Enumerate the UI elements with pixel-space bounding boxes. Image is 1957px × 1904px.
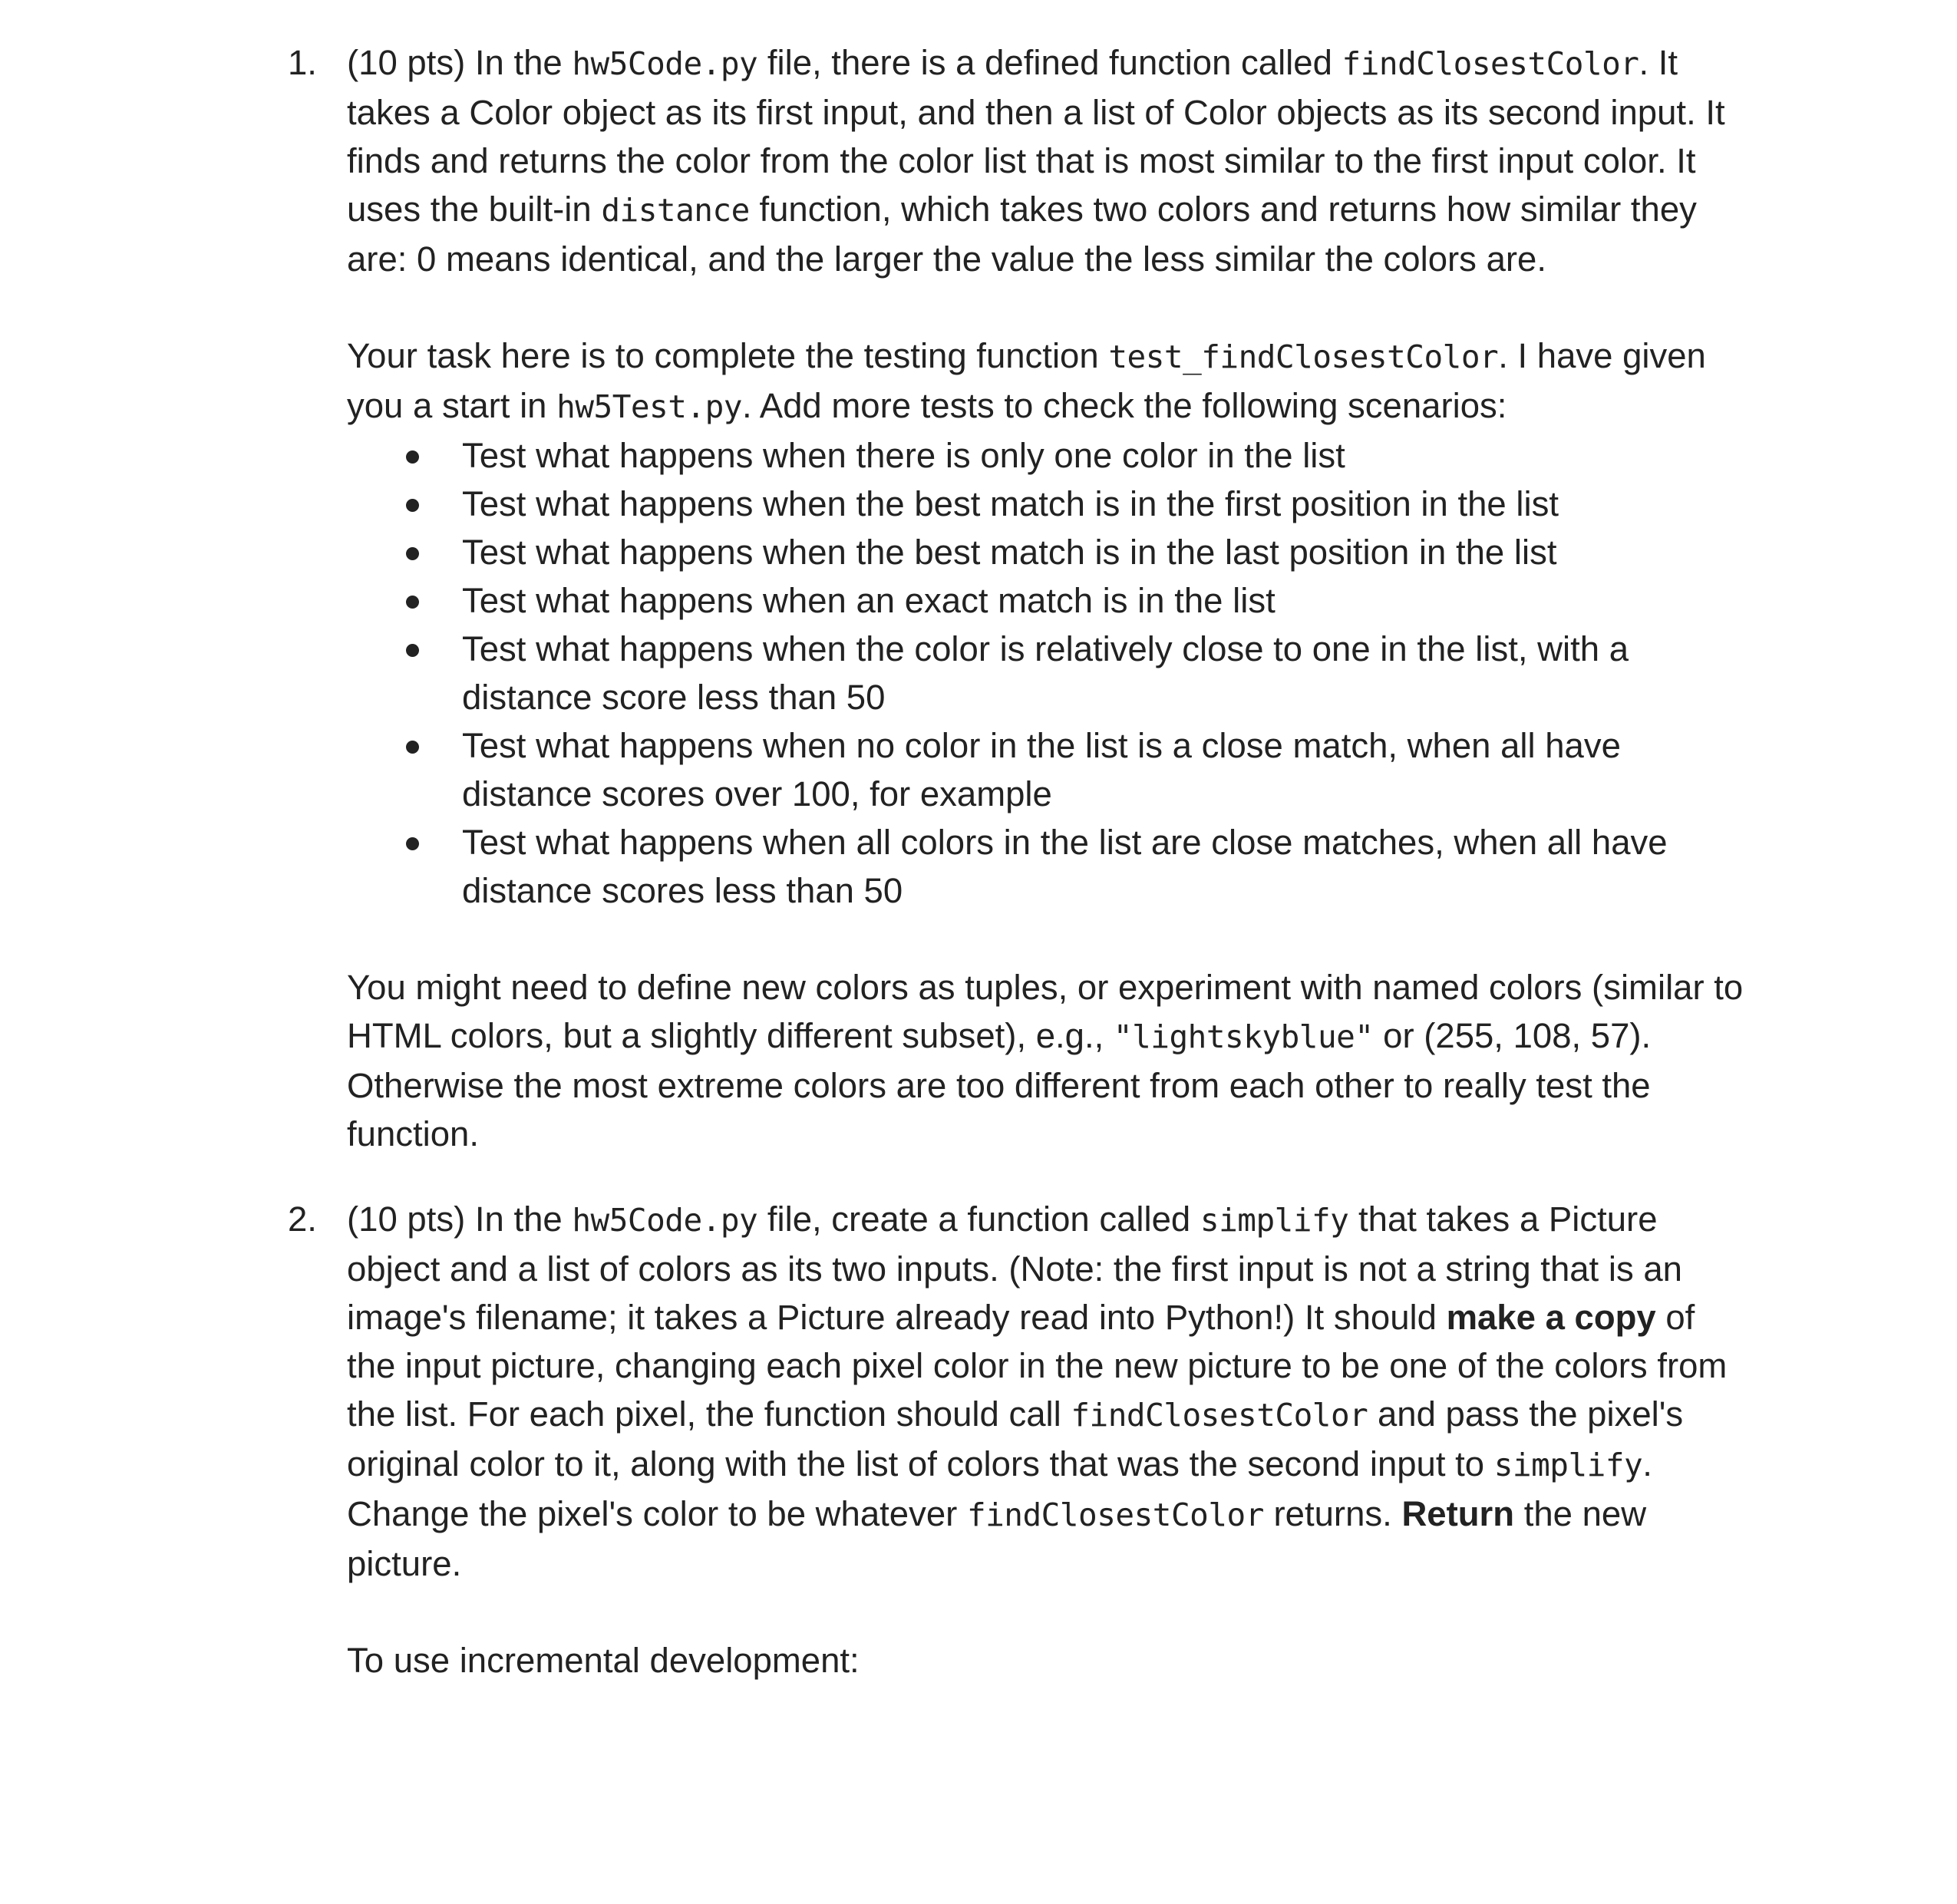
function-name-code: distance (601, 192, 750, 229)
question-1-number: 1. (288, 43, 317, 82)
question-1-intro (347, 38, 1744, 283)
list-item (347, 480, 1744, 528)
question-2-intro (347, 1195, 1744, 1588)
filename-code: hw5Code.py (572, 45, 758, 82)
bullet-icon (406, 837, 419, 850)
text: . Change the pixel's color to be whatever (347, 1444, 1652, 1533)
function-name-code: simplify (1493, 1447, 1643, 1483)
question-1-task (347, 332, 1744, 431)
text: You might need to define new colors as tuples, or experiment with named colors (similar to HTML colors, but a slightly different subset), e.g., (347, 968, 1744, 1055)
text: . It takes a Color object as its first input, and then a list of Color objects as its second input. It finds and returns the color from the color list that is most similar to the first input color. It uses the built-in (347, 43, 1725, 229)
text: function, which takes two colors and returns how similar they are: 0 means identical, and the larger the value the less similar the colors are. (347, 190, 1697, 279)
text: returns. (1263, 1494, 1402, 1533)
text: Your task here is to complete the testing function (347, 336, 1109, 375)
color-name-code: "lightskyblue" (1113, 1018, 1374, 1055)
bullet-icon (406, 450, 419, 464)
question-2-incremental: To use incremental development: (347, 1641, 860, 1680)
list-item-text: Test what happens when the color is relatively close to one in the list, with a distance score less than 50 (462, 629, 1629, 717)
question-1-body (347, 38, 1744, 1158)
list-item-text: Test what happens when the best match is in the first position in the list (462, 484, 1559, 523)
text: or (255, 108, 57). Otherwise the most extreme colors are too different from each other to really test the function. (347, 1016, 1652, 1153)
list-item-text: Test what happens when an exact match is in the list (462, 581, 1276, 620)
function-name-code: findClosestColor (966, 1496, 1264, 1533)
text: . Add more tests to check the following scenarios: (741, 386, 1507, 425)
filename-code: hw5Code.py (572, 1202, 758, 1239)
bullet-icon (406, 596, 419, 609)
list-item (347, 721, 1744, 818)
list-item-text: Test what happens when all colors in the list are close matches, when all have distance scores less than 50 (462, 823, 1668, 910)
question-1-note (347, 963, 1744, 1158)
text: the new picture. (347, 1494, 1647, 1583)
question-2-body (347, 1195, 1744, 1685)
function-name-code: findClosestColor (1342, 45, 1639, 82)
bullet-icon (406, 499, 419, 512)
list-item (347, 625, 1744, 721)
question-2-number: 2. (288, 1199, 317, 1239)
bold-emphasis: make a copy (1446, 1298, 1656, 1337)
list-item (347, 528, 1744, 576)
bullet-icon (406, 741, 419, 754)
text: (10 pts) In the (347, 43, 573, 82)
text: . I have given you a start in (347, 336, 1706, 425)
list-item-text: Test what happens when the best match is in the last position in the list (462, 533, 1557, 572)
function-name-code: simplify (1200, 1202, 1349, 1239)
text: of the input picture, changing each pixel color in the new picture to be one of the colors from the list. For each pixel, the function should call (347, 1298, 1728, 1434)
list-item (347, 431, 1744, 480)
filename-code: hw5Test.py (556, 388, 742, 425)
list-item (347, 576, 1744, 625)
text: (10 pts) In the (347, 1199, 573, 1239)
bullet-icon (406, 547, 419, 560)
text: that takes a Picture object and a list of colors as its two inputs. (Note: the first input is not a string that is an image's filename; it takes a Picture already read into Python!) It should (347, 1199, 1682, 1337)
text: file, there is a defined function called (757, 43, 1342, 82)
text: and pass the pixel's original color to it, along with the list of colors that was the second input to (347, 1394, 1684, 1483)
function-name-code: findClosestColor (1071, 1397, 1368, 1434)
scenario-list (347, 431, 1744, 915)
list-item (347, 818, 1744, 915)
bold-emphasis: Return (1401, 1494, 1515, 1533)
bullet-icon (406, 644, 419, 657)
function-name-code: test_findClosestColor (1108, 338, 1499, 375)
list-item-text: Test what happens when no color in the list is a close match, when all have distance scores over 100, for example (462, 726, 1621, 813)
list-item-text: Test what happens when there is only one color in the list (462, 436, 1345, 475)
text: file, create a function called (757, 1199, 1200, 1239)
